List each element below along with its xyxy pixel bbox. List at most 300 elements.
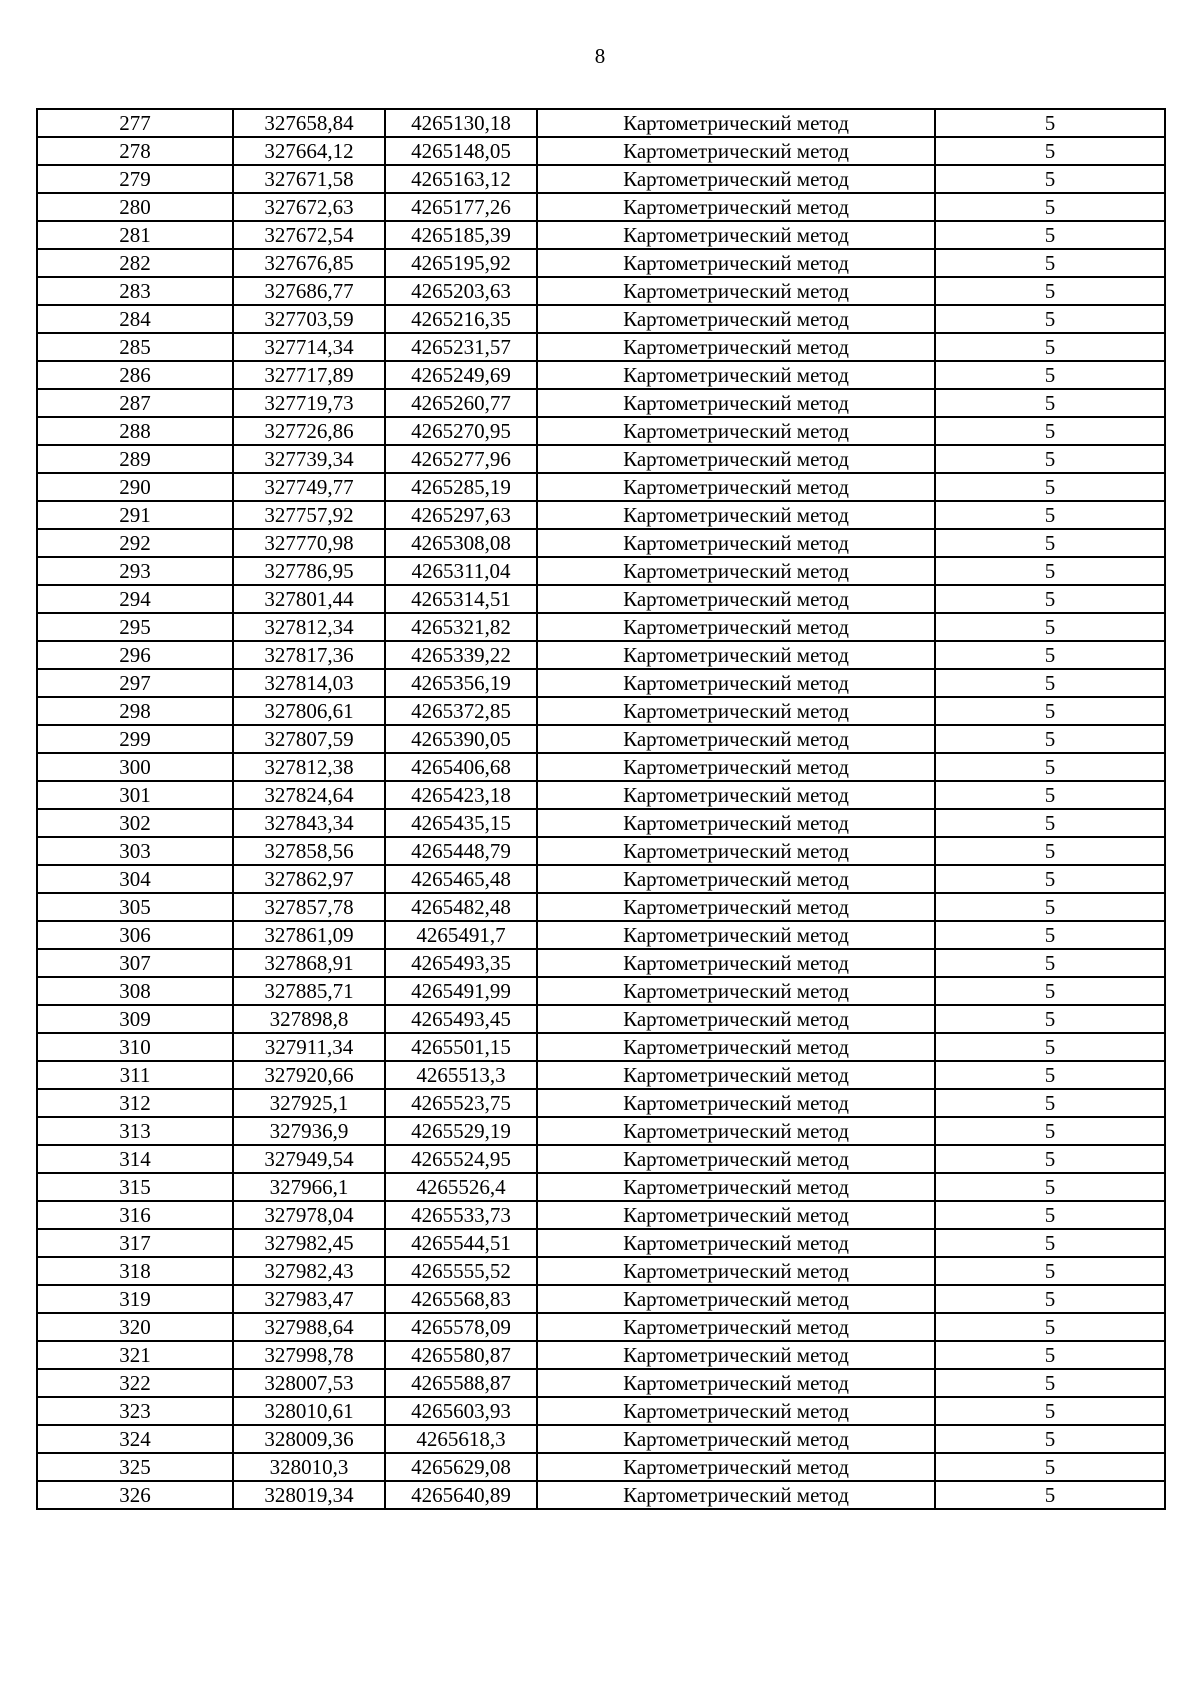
method-cell: Картометрический метод (537, 641, 935, 669)
y-coordinate-cell: 4265185,39 (385, 221, 537, 249)
method-cell: Картометрический метод (537, 1397, 935, 1425)
point-number-cell: 326 (37, 1481, 233, 1509)
method-cell: Картометрический метод (537, 921, 935, 949)
y-coordinate-cell: 4265339,22 (385, 641, 537, 669)
y-coordinate-cell: 4265277,96 (385, 445, 537, 473)
point-number-cell: 279 (37, 165, 233, 193)
point-number-cell: 300 (37, 753, 233, 781)
method-cell: Картометрический метод (537, 1117, 935, 1145)
point-number-cell: 317 (37, 1229, 233, 1257)
y-coordinate-cell: 4265297,63 (385, 501, 537, 529)
method-cell: Картометрический метод (537, 557, 935, 585)
y-coordinate-cell: 4265314,51 (385, 585, 537, 613)
method-cell: Картометрический метод (537, 1285, 935, 1313)
y-coordinate-cell: 4265195,92 (385, 249, 537, 277)
point-number-cell: 285 (37, 333, 233, 361)
accuracy-cell: 5 (935, 1229, 1165, 1257)
y-coordinate-cell: 4265465,48 (385, 865, 537, 893)
point-number-cell: 295 (37, 613, 233, 641)
point-number-cell: 294 (37, 585, 233, 613)
table-row (37, 361, 1165, 389)
accuracy-cell: 5 (935, 1201, 1165, 1229)
point-number-cell: 314 (37, 1145, 233, 1173)
accuracy-cell: 5 (935, 1425, 1165, 1453)
point-number-cell: 318 (37, 1257, 233, 1285)
accuracy-cell: 5 (935, 529, 1165, 557)
y-coordinate-cell: 4265435,15 (385, 809, 537, 837)
y-coordinate-cell: 4265493,35 (385, 949, 537, 977)
point-number-cell: 306 (37, 921, 233, 949)
method-cell: Картометрический метод (537, 613, 935, 641)
method-cell: Картометрический метод (537, 669, 935, 697)
y-coordinate-cell: 4265493,45 (385, 1005, 537, 1033)
table-row (37, 473, 1165, 501)
table-row (37, 1201, 1165, 1229)
table-row (37, 1313, 1165, 1341)
point-number-cell: 305 (37, 893, 233, 921)
x-coordinate-cell: 327978,04 (233, 1201, 385, 1229)
method-cell: Картометрический метод (537, 417, 935, 445)
table-row (37, 193, 1165, 221)
accuracy-cell: 5 (935, 305, 1165, 333)
y-coordinate-cell: 4265491,7 (385, 921, 537, 949)
x-coordinate-cell: 327714,34 (233, 333, 385, 361)
x-coordinate-cell: 327898,8 (233, 1005, 385, 1033)
x-coordinate-cell: 327664,12 (233, 137, 385, 165)
method-cell: Картометрический метод (537, 837, 935, 865)
x-coordinate-cell: 327868,91 (233, 949, 385, 977)
method-cell: Картометрический метод (537, 1369, 935, 1397)
table-row (37, 1285, 1165, 1313)
point-number-cell: 292 (37, 529, 233, 557)
method-cell: Картометрический метод (537, 473, 935, 501)
accuracy-cell: 5 (935, 249, 1165, 277)
accuracy-cell: 5 (935, 1089, 1165, 1117)
accuracy-cell: 5 (935, 361, 1165, 389)
accuracy-cell: 5 (935, 1369, 1165, 1397)
x-coordinate-cell: 327936,9 (233, 1117, 385, 1145)
table-row (37, 1005, 1165, 1033)
y-coordinate-cell: 4265618,3 (385, 1425, 537, 1453)
method-cell: Картометрический метод (537, 1453, 935, 1481)
x-coordinate-cell: 327812,34 (233, 613, 385, 641)
method-cell: Картометрический метод (537, 193, 935, 221)
x-coordinate-cell: 327982,43 (233, 1257, 385, 1285)
table-row (37, 641, 1165, 669)
accuracy-cell: 5 (935, 1313, 1165, 1341)
y-coordinate-cell: 4265372,85 (385, 697, 537, 725)
x-coordinate-cell: 327858,56 (233, 837, 385, 865)
point-number-cell: 278 (37, 137, 233, 165)
x-coordinate-cell: 327676,85 (233, 249, 385, 277)
x-coordinate-cell: 328009,36 (233, 1425, 385, 1453)
accuracy-cell: 5 (935, 893, 1165, 921)
x-coordinate-cell: 327703,59 (233, 305, 385, 333)
accuracy-cell: 5 (935, 137, 1165, 165)
method-cell: Картометрический метод (537, 1033, 935, 1061)
accuracy-cell: 5 (935, 165, 1165, 193)
point-number-cell: 282 (37, 249, 233, 277)
y-coordinate-cell: 4265406,68 (385, 753, 537, 781)
method-cell: Картометрический метод (537, 165, 935, 193)
point-number-cell: 299 (37, 725, 233, 753)
accuracy-cell: 5 (935, 193, 1165, 221)
table-row (37, 585, 1165, 613)
accuracy-cell: 5 (935, 1397, 1165, 1425)
table-row (37, 725, 1165, 753)
accuracy-cell: 5 (935, 641, 1165, 669)
point-number-cell: 323 (37, 1397, 233, 1425)
y-coordinate-cell: 4265390,05 (385, 725, 537, 753)
coordinates-table-body (37, 109, 1165, 1509)
x-coordinate-cell: 327786,95 (233, 557, 385, 585)
method-cell: Картометрический метод (537, 221, 935, 249)
y-coordinate-cell: 4265249,69 (385, 361, 537, 389)
method-cell: Картометрический метод (537, 949, 935, 977)
accuracy-cell: 5 (935, 445, 1165, 473)
x-coordinate-cell: 327757,92 (233, 501, 385, 529)
x-coordinate-cell: 327861,09 (233, 921, 385, 949)
point-number-cell: 284 (37, 305, 233, 333)
y-coordinate-cell: 4265482,48 (385, 893, 537, 921)
accuracy-cell: 5 (935, 557, 1165, 585)
table-row (37, 333, 1165, 361)
accuracy-cell: 5 (935, 725, 1165, 753)
y-coordinate-cell: 4265177,26 (385, 193, 537, 221)
accuracy-cell: 5 (935, 1145, 1165, 1173)
table-row (37, 809, 1165, 837)
accuracy-cell: 5 (935, 921, 1165, 949)
y-coordinate-cell: 4265513,3 (385, 1061, 537, 1089)
point-number-cell: 287 (37, 389, 233, 417)
method-cell: Картометрический метод (537, 697, 935, 725)
accuracy-cell: 5 (935, 781, 1165, 809)
y-coordinate-cell: 4265163,12 (385, 165, 537, 193)
x-coordinate-cell: 327998,78 (233, 1341, 385, 1369)
table-row (37, 1425, 1165, 1453)
accuracy-cell: 5 (935, 277, 1165, 305)
table-row (37, 697, 1165, 725)
x-coordinate-cell: 327719,73 (233, 389, 385, 417)
point-number-cell: 293 (37, 557, 233, 585)
accuracy-cell: 5 (935, 109, 1165, 137)
point-number-cell: 286 (37, 361, 233, 389)
method-cell: Картометрический метод (537, 1341, 935, 1369)
table-row (37, 221, 1165, 249)
x-coordinate-cell: 327911,34 (233, 1033, 385, 1061)
accuracy-cell: 5 (935, 585, 1165, 613)
y-coordinate-cell: 4265356,19 (385, 669, 537, 697)
point-number-cell: 281 (37, 221, 233, 249)
method-cell: Картометрический метод (537, 725, 935, 753)
table-row (37, 1173, 1165, 1201)
x-coordinate-cell: 327770,98 (233, 529, 385, 557)
x-coordinate-cell: 327717,89 (233, 361, 385, 389)
point-number-cell: 283 (37, 277, 233, 305)
x-coordinate-cell: 327814,03 (233, 669, 385, 697)
y-coordinate-cell: 4265533,73 (385, 1201, 537, 1229)
method-cell: Картометрический метод (537, 1201, 935, 1229)
point-number-cell: 322 (37, 1369, 233, 1397)
x-coordinate-cell: 327885,71 (233, 977, 385, 1005)
method-cell: Картометрический метод (537, 1425, 935, 1453)
accuracy-cell: 5 (935, 1117, 1165, 1145)
table-row (37, 781, 1165, 809)
y-coordinate-cell: 4265448,79 (385, 837, 537, 865)
page-number: 8 (594, 44, 606, 68)
table-row (37, 1397, 1165, 1425)
table-row (37, 669, 1165, 697)
coordinates-table (36, 108, 1166, 1510)
accuracy-cell: 5 (935, 977, 1165, 1005)
y-coordinate-cell: 4265423,18 (385, 781, 537, 809)
accuracy-cell: 5 (935, 865, 1165, 893)
accuracy-cell: 5 (935, 837, 1165, 865)
method-cell: Картометрический метод (537, 1145, 935, 1173)
table-row (37, 1145, 1165, 1173)
y-coordinate-cell: 4265529,19 (385, 1117, 537, 1145)
table-row (37, 389, 1165, 417)
x-coordinate-cell: 328010,61 (233, 1397, 385, 1425)
x-coordinate-cell: 327966,1 (233, 1173, 385, 1201)
x-coordinate-cell: 328007,53 (233, 1369, 385, 1397)
method-cell: Картометрический метод (537, 1005, 935, 1033)
y-coordinate-cell: 4265491,99 (385, 977, 537, 1005)
method-cell: Картометрический метод (537, 893, 935, 921)
point-number-cell: 308 (37, 977, 233, 1005)
table-row (37, 1341, 1165, 1369)
method-cell: Картометрический метод (537, 277, 935, 305)
point-number-cell: 313 (37, 1117, 233, 1145)
accuracy-cell: 5 (935, 1005, 1165, 1033)
y-coordinate-cell: 4265523,75 (385, 1089, 537, 1117)
y-coordinate-cell: 4265260,77 (385, 389, 537, 417)
y-coordinate-cell: 4265580,87 (385, 1341, 537, 1369)
point-number-cell: 277 (37, 109, 233, 137)
y-coordinate-cell: 4265285,19 (385, 473, 537, 501)
y-coordinate-cell: 4265544,51 (385, 1229, 537, 1257)
point-number-cell: 298 (37, 697, 233, 725)
accuracy-cell: 5 (935, 613, 1165, 641)
table-row (37, 417, 1165, 445)
point-number-cell: 303 (37, 837, 233, 865)
x-coordinate-cell: 327982,45 (233, 1229, 385, 1257)
table-row (37, 837, 1165, 865)
accuracy-cell: 5 (935, 809, 1165, 837)
method-cell: Картометрический метод (537, 333, 935, 361)
point-number-cell: 296 (37, 641, 233, 669)
table-row (37, 501, 1165, 529)
y-coordinate-cell: 4265640,89 (385, 1481, 537, 1509)
point-number-cell: 312 (37, 1089, 233, 1117)
accuracy-cell: 5 (935, 669, 1165, 697)
table-row (37, 865, 1165, 893)
point-number-cell: 290 (37, 473, 233, 501)
x-coordinate-cell: 327672,54 (233, 221, 385, 249)
y-coordinate-cell: 4265588,87 (385, 1369, 537, 1397)
accuracy-cell: 5 (935, 697, 1165, 725)
point-number-cell: 316 (37, 1201, 233, 1229)
table-row (37, 1061, 1165, 1089)
y-coordinate-cell: 4265148,05 (385, 137, 537, 165)
point-number-cell: 302 (37, 809, 233, 837)
accuracy-cell: 5 (935, 1481, 1165, 1509)
accuracy-cell: 5 (935, 333, 1165, 361)
y-coordinate-cell: 4265321,82 (385, 613, 537, 641)
accuracy-cell: 5 (935, 501, 1165, 529)
point-number-cell: 309 (37, 1005, 233, 1033)
table-row (37, 137, 1165, 165)
y-coordinate-cell: 4265526,4 (385, 1173, 537, 1201)
method-cell: Картометрический метод (537, 389, 935, 417)
table-row (37, 557, 1165, 585)
table-row (37, 1033, 1165, 1061)
point-number-cell: 291 (37, 501, 233, 529)
method-cell: Картометрический метод (537, 1481, 935, 1509)
x-coordinate-cell: 327658,84 (233, 109, 385, 137)
method-cell: Картометрический метод (537, 1229, 935, 1257)
x-coordinate-cell: 327925,1 (233, 1089, 385, 1117)
accuracy-cell: 5 (935, 1257, 1165, 1285)
x-coordinate-cell: 327739,34 (233, 445, 385, 473)
table-row (37, 1089, 1165, 1117)
point-number-cell: 321 (37, 1341, 233, 1369)
x-coordinate-cell: 327843,34 (233, 809, 385, 837)
x-coordinate-cell: 327988,64 (233, 1313, 385, 1341)
x-coordinate-cell: 328019,34 (233, 1481, 385, 1509)
y-coordinate-cell: 4265203,63 (385, 277, 537, 305)
point-number-cell: 311 (37, 1061, 233, 1089)
x-coordinate-cell: 327983,47 (233, 1285, 385, 1313)
x-coordinate-cell: 327671,58 (233, 165, 385, 193)
point-number-cell: 320 (37, 1313, 233, 1341)
point-number-cell: 325 (37, 1453, 233, 1481)
table-row (37, 305, 1165, 333)
method-cell: Картометрический метод (537, 445, 935, 473)
method-cell: Картометрический метод (537, 1257, 935, 1285)
table-row (37, 1369, 1165, 1397)
point-number-cell: 288 (37, 417, 233, 445)
y-coordinate-cell: 4265578,09 (385, 1313, 537, 1341)
point-number-cell: 307 (37, 949, 233, 977)
x-coordinate-cell: 327812,38 (233, 753, 385, 781)
method-cell: Картометрический метод (537, 753, 935, 781)
accuracy-cell: 5 (935, 949, 1165, 977)
table-row (37, 1481, 1165, 1509)
table-row (37, 1257, 1165, 1285)
method-cell: Картометрический метод (537, 249, 935, 277)
x-coordinate-cell: 327824,64 (233, 781, 385, 809)
table-row (37, 277, 1165, 305)
method-cell: Картометрический метод (537, 1089, 935, 1117)
accuracy-cell: 5 (935, 389, 1165, 417)
y-coordinate-cell: 4265216,35 (385, 305, 537, 333)
x-coordinate-cell: 327749,77 (233, 473, 385, 501)
method-cell: Картометрический метод (537, 585, 935, 613)
accuracy-cell: 5 (935, 1285, 1165, 1313)
table-row (37, 249, 1165, 277)
x-coordinate-cell: 327801,44 (233, 585, 385, 613)
table-row (37, 753, 1165, 781)
y-coordinate-cell: 4265555,52 (385, 1257, 537, 1285)
x-coordinate-cell: 327726,86 (233, 417, 385, 445)
point-number-cell: 297 (37, 669, 233, 697)
table-row (37, 1453, 1165, 1481)
point-number-cell: 280 (37, 193, 233, 221)
table-row (37, 921, 1165, 949)
accuracy-cell: 5 (935, 473, 1165, 501)
method-cell: Картометрический метод (537, 109, 935, 137)
y-coordinate-cell: 4265311,04 (385, 557, 537, 585)
table-row (37, 893, 1165, 921)
y-coordinate-cell: 4265524,95 (385, 1145, 537, 1173)
accuracy-cell: 5 (935, 221, 1165, 249)
x-coordinate-cell: 327920,66 (233, 1061, 385, 1089)
method-cell: Картометрический метод (537, 809, 935, 837)
accuracy-cell: 5 (935, 753, 1165, 781)
x-coordinate-cell: 327949,54 (233, 1145, 385, 1173)
x-coordinate-cell: 327672,63 (233, 193, 385, 221)
point-number-cell: 310 (37, 1033, 233, 1061)
method-cell: Картометрический метод (537, 305, 935, 333)
accuracy-cell: 5 (935, 1341, 1165, 1369)
table-row (37, 1117, 1165, 1145)
point-number-cell: 289 (37, 445, 233, 473)
x-coordinate-cell: 328010,3 (233, 1453, 385, 1481)
table-row (37, 977, 1165, 1005)
method-cell: Картометрический метод (537, 977, 935, 1005)
method-cell: Картометрический метод (537, 529, 935, 557)
table-row (37, 445, 1165, 473)
method-cell: Картометрический метод (537, 1061, 935, 1089)
table-row (37, 613, 1165, 641)
y-coordinate-cell: 4265629,08 (385, 1453, 537, 1481)
y-coordinate-cell: 4265568,83 (385, 1285, 537, 1313)
method-cell: Картометрический метод (537, 1313, 935, 1341)
table-row (37, 1229, 1165, 1257)
y-coordinate-cell: 4265308,08 (385, 529, 537, 557)
table-row (37, 165, 1165, 193)
x-coordinate-cell: 327817,36 (233, 641, 385, 669)
point-number-cell: 319 (37, 1285, 233, 1313)
table-row (37, 529, 1165, 557)
method-cell: Картометрический метод (537, 781, 935, 809)
method-cell: Картометрический метод (537, 1173, 935, 1201)
accuracy-cell: 5 (935, 1173, 1165, 1201)
x-coordinate-cell: 327686,77 (233, 277, 385, 305)
table-row (37, 949, 1165, 977)
y-coordinate-cell: 4265501,15 (385, 1033, 537, 1061)
y-coordinate-cell: 4265231,57 (385, 333, 537, 361)
y-coordinate-cell: 4265603,93 (385, 1397, 537, 1425)
x-coordinate-cell: 327807,59 (233, 725, 385, 753)
x-coordinate-cell: 327857,78 (233, 893, 385, 921)
method-cell: Картометрический метод (537, 501, 935, 529)
point-number-cell: 301 (37, 781, 233, 809)
y-coordinate-cell: 4265130,18 (385, 109, 537, 137)
accuracy-cell: 5 (935, 417, 1165, 445)
table-row (37, 109, 1165, 137)
accuracy-cell: 5 (935, 1033, 1165, 1061)
method-cell: Картометрический метод (537, 137, 935, 165)
method-cell: Картометрический метод (537, 361, 935, 389)
accuracy-cell: 5 (935, 1453, 1165, 1481)
point-number-cell: 324 (37, 1425, 233, 1453)
method-cell: Картометрический метод (537, 865, 935, 893)
point-number-cell: 304 (37, 865, 233, 893)
y-coordinate-cell: 4265270,95 (385, 417, 537, 445)
accuracy-cell: 5 (935, 1061, 1165, 1089)
